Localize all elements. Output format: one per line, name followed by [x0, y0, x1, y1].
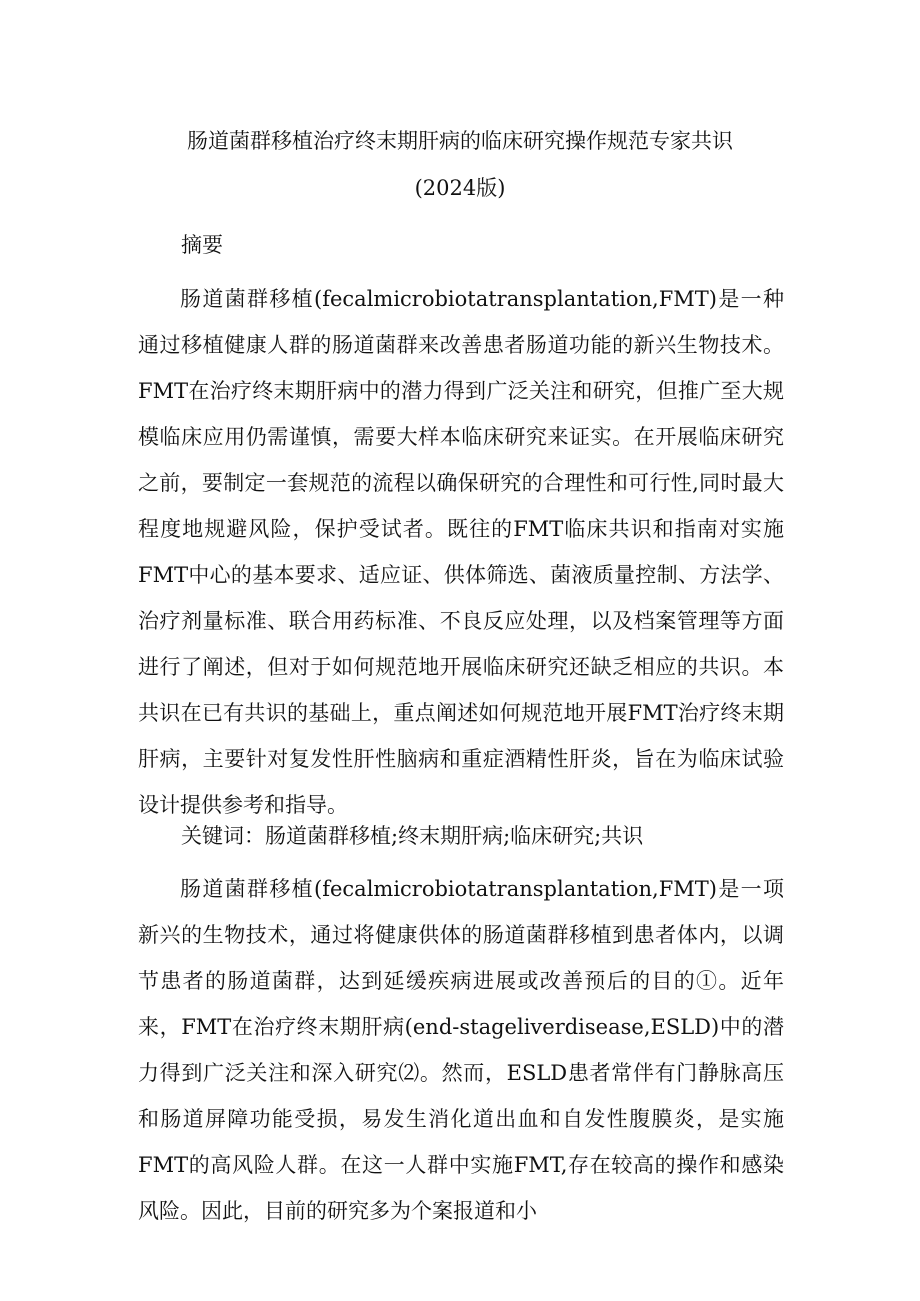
abstract-paragraph: 肠道菌群移植(fecalmicrobiotatransplantation,FMT)是一种通过移植健康人群的肠道菌群来改善患者肠道功能的新兴生物技术。FMT在治疗终末期肝病中的潜力得到广泛关注和研究，但推广至大规模临床应用仍需谨慎，需要大样本临床研究来证实。在开展临床研究之前，要制定一套规范的流程以确保研究的合理性和可行性,同时最大程度地规避风险，保护受试者。既往的FMT临床共识和指南对实施FMT中心的基本要求、适应证、供体筛选、菌液质量控制、方法学、治疗剂量标准、联合用药标准、不良反应处理，以及档案管理等方面进行了阐述，但对于如何规范地开展临床研究还缺乏相应的共识。本共识在已有共识的基础上，重点阐述如何规范地开展FMT治疗终末期肝病，主要针对复发性肝性脑病和重症酒精性肝炎，旨在为临床试验设计提供参考和指导。: [138, 287, 784, 817]
abstract-heading: 摘要: [181, 233, 223, 257]
intro-paragraph: 肠道菌群移植(fecalmicrobiotatransplantation,FMT)是一项新兴的生物技术，通过将健康供体的肠道菌群移植到患者体内，以调节患者的肠道菌群，达到延缓疾病进展或改善预后的目的①。近年来，FMT在治疗终末期肝病(end-stageliverdisease,ESLD)中的潜力得到广泛关注和深入研究⑵。然而，ESLD患者常伴有门静脉高压和肠道屏障功能受损，易发生消化道出血和自发性腹膜炎，是实施FMT的高风险人群。在这一人群中实施FMT,存在较高的操作和感染风险。因此，目前的研究多为个案报道和小: [138, 877, 784, 1223]
keywords-line: 关键词：肠道菌群移植;终末期肝病;临床研究;共识: [181, 824, 644, 848]
document-subtitle: (2024版): [414, 176, 506, 200]
document-title: 肠道菌群移植治疗终末期肝病的临床研究操作规范专家共识: [187, 129, 733, 153]
